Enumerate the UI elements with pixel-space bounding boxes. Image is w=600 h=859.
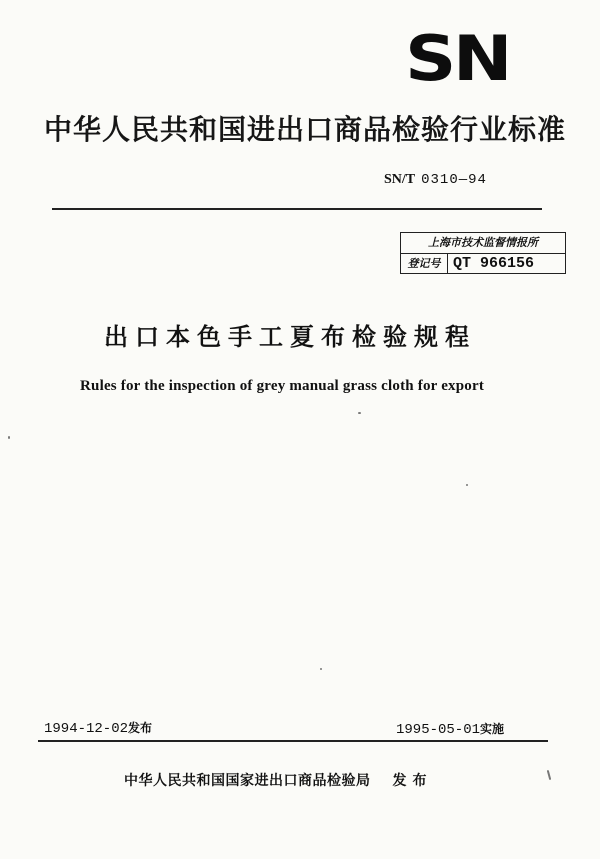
scan-speck	[547, 770, 552, 780]
standard-code: 0310—94	[421, 172, 487, 188]
implementation-date	[396, 720, 504, 738]
stamp-label: 登记号	[401, 254, 448, 273]
sn-logo: SN	[405, 22, 510, 95]
document-title-english: Rules for the inspection of grey manual grass cloth for export	[80, 378, 485, 394]
document-title-chinese: 出口本色手工夏布检验规程	[104, 323, 476, 351]
publisher-label: 发布	[392, 773, 433, 789]
issue-date	[44, 719, 152, 737]
standard-number	[384, 172, 487, 188]
implementation-label: 实施	[480, 722, 505, 736]
scan-speck	[320, 668, 322, 670]
header-divider	[52, 208, 542, 210]
registration-stamp	[400, 232, 566, 274]
issuing-organization-title: 中华人民共和国进出口商品检验行业标准	[44, 113, 567, 146]
standard-prefix: SN/T	[384, 172, 416, 187]
scan-speck	[8, 436, 10, 439]
stamp-institute: 上海市技术监督情报所	[401, 233, 565, 254]
implementation-date-value: 1995-05-01	[396, 722, 481, 738]
issue-label: 发布	[128, 721, 153, 735]
footer-divider	[38, 740, 548, 742]
publisher-line	[124, 770, 433, 790]
stamp-registration-number: QT 966156	[453, 255, 535, 272]
scan-speck	[466, 484, 468, 486]
issue-date-value: 1994-12-02	[44, 721, 129, 737]
scan-speck	[358, 412, 361, 414]
publisher-name: 中华人民共和国国家进出口商品检验局	[124, 773, 371, 789]
